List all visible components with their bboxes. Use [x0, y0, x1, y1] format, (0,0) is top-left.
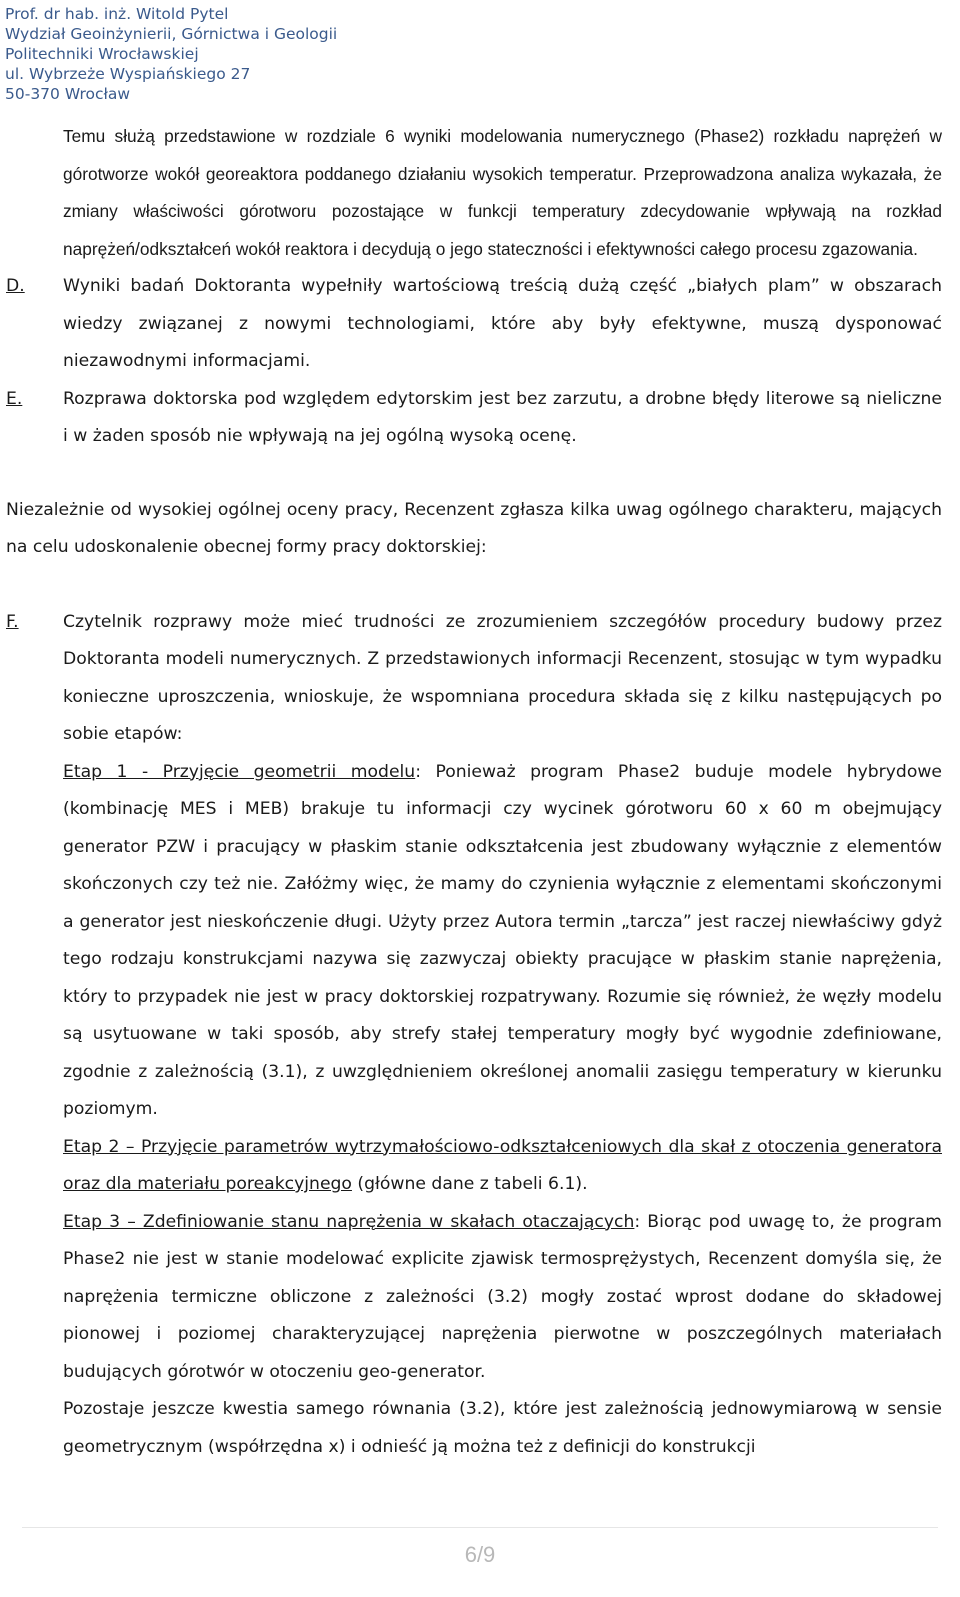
etap-2-text: (główne dane z tabeli 6.1). — [351, 1174, 588, 1194]
item-d — [6, 268, 942, 381]
etap-1-title: Etap 1 - Przyjęcie geometrii modelu — [63, 761, 416, 782]
author-header — [5, 4, 337, 104]
item-e — [6, 381, 942, 456]
etap-3-title: Etap 3 – Zdefiniowanie stanu naprężenia w skałach otaczających — [63, 1211, 635, 1232]
item-d-marker: D. — [6, 276, 25, 296]
etap-2-paragraph — [6, 1129, 942, 1204]
general-remarks-paragraph: Niezależnie od wysokiej ogólnej oceny pracy, Recenzent zgłasza kilka uwag ogólnego charakteru, mających na celu udoskonalenie obecnej formy pracy doktorskiej: — [6, 499, 942, 557]
page-number: 6/9 — [464, 1542, 496, 1567]
header-line: Wydział Geoinżynierii, Górnictwa i Geologii — [5, 25, 338, 43]
item-e-text: Rozprawa doktorska pod względem edytorskim jest bez zarzutu, a drobne błędy literowe są nieliczne i w żaden sposób nie wpływają na jej ogólną wysoką ocenę. — [63, 388, 942, 446]
footer-divider — [22, 1527, 938, 1528]
paragraph-c-continuation: Temu służą przedstawione w rozdziale 6 wyniki modelowania numerycznego (Phase2) rozkładu naprężeń w górotworze wokół georeaktora poddanego działaniu wysokich temperatur. Przeprowadzona analiza wykazała, że zmiany właściwości górotworu pozostające w funkcji temperatury zdecydowanie wpływają na rozkład naprężeń/odkształceń wokół reaktora i decydują o jego stateczności i efektywności całego procesu zgazowania. — [63, 126, 942, 259]
header-line: 50-370 Wrocław — [5, 85, 131, 103]
item-f-marker: F. — [6, 611, 19, 632]
item-d-text: Wyniki badań Doktoranta wypełniły wartościową treścią dużą część „białych plam” w obszarach wiedzy związanej z nowymi technologiami, które aby były efektywne, muszą dysponować niezawodnymi informacjami. — [63, 276, 942, 371]
etap-1-paragraph — [6, 754, 942, 1129]
etap-3-paragraph — [6, 1204, 942, 1392]
document-body — [6, 118, 942, 1466]
remaining-paragraph: Pozostaje jeszcze kwestia samego równania (3.2), które jest zależnością jednowymiarową w sensie geometrycznym (współrzędna x) i odnieść ją można też z definicji do konstrukcji — [63, 1399, 942, 1457]
etap-3-text: : Biorąc pod uwagę to, że program Phase2 nie jest w stanie modelować explicite zjawisk termosprężystych, Recenzent domyśla się, że naprężenia termiczne obliczone z zależności (3.2) mogły zostać wprost dodane do składowej pionowej i poziomej charakteryzującej naprężenia pierwotne w poszczególnych materiałach budujących górotwór w otoczeniu geo-generator. — [63, 1211, 943, 1382]
etap-2-title: Etap 2 – Przyjęcie parametrów wytrzymałościowo-odkształceniowych dla skał z otoczenia generatora oraz dla materiału poreakcyjnego — [63, 1136, 942, 1194]
item-f-text: Czytelnik rozprawy może mieć trudności ze zrozumieniem szczegółów procedury budowy przez Doktoranta modeli numerycznych. Z przedstawionych informacji Recenzent, stosując w tym wypadku konieczne uproszczenia, wnioskuje, że wspomniana procedura składa się z kilku następujących po sobie etapów: — [63, 611, 942, 744]
item-f — [6, 604, 942, 754]
item-e-marker: E. — [6, 388, 23, 409]
header-line: Prof. dr hab. inż. Witold Pytel — [5, 5, 229, 23]
header-line: ul. Wybrzeże Wyspiańskiego 27 — [5, 65, 251, 83]
etap-1-text: : Ponieważ program Phase2 buduje modele hybrydowe (kombinację MES i MEB) brakuje tu informacji czy wycinek górotworu 60 x 60 m obejmujący generator PZW i pracujący w płaskim stanie odkształcenia jest zbudowany wyłącznie z elementów skończonych czy też nie. Załóżmy więc, że mamy do czynienia wyłącznie z elementami skończonymi a generator jest nieskończenie długi. Użyty przez Autora termin „tarcza” jest raczej niewłaściwy gdyż tego rodzaju konstrukcjami nazywa się zazwyczaj obiekty pracujące w płaskim stanie naprężenia, który to przypadek nie jest w pracy doktorskiej rozpatrywany. Rozumie się również, że węzły modelu są usytuowane w taki sposób, aby strefy stałej temperatury mogły być wygodnie zdefiniowane, zgodnie z zależnością (3.1), z uwzględnieniem określonej anomalii zasięgu temperatury w kierunku poziomym. — [63, 761, 942, 1119]
header-line: Politechniki Wrocławskiej — [5, 45, 199, 63]
